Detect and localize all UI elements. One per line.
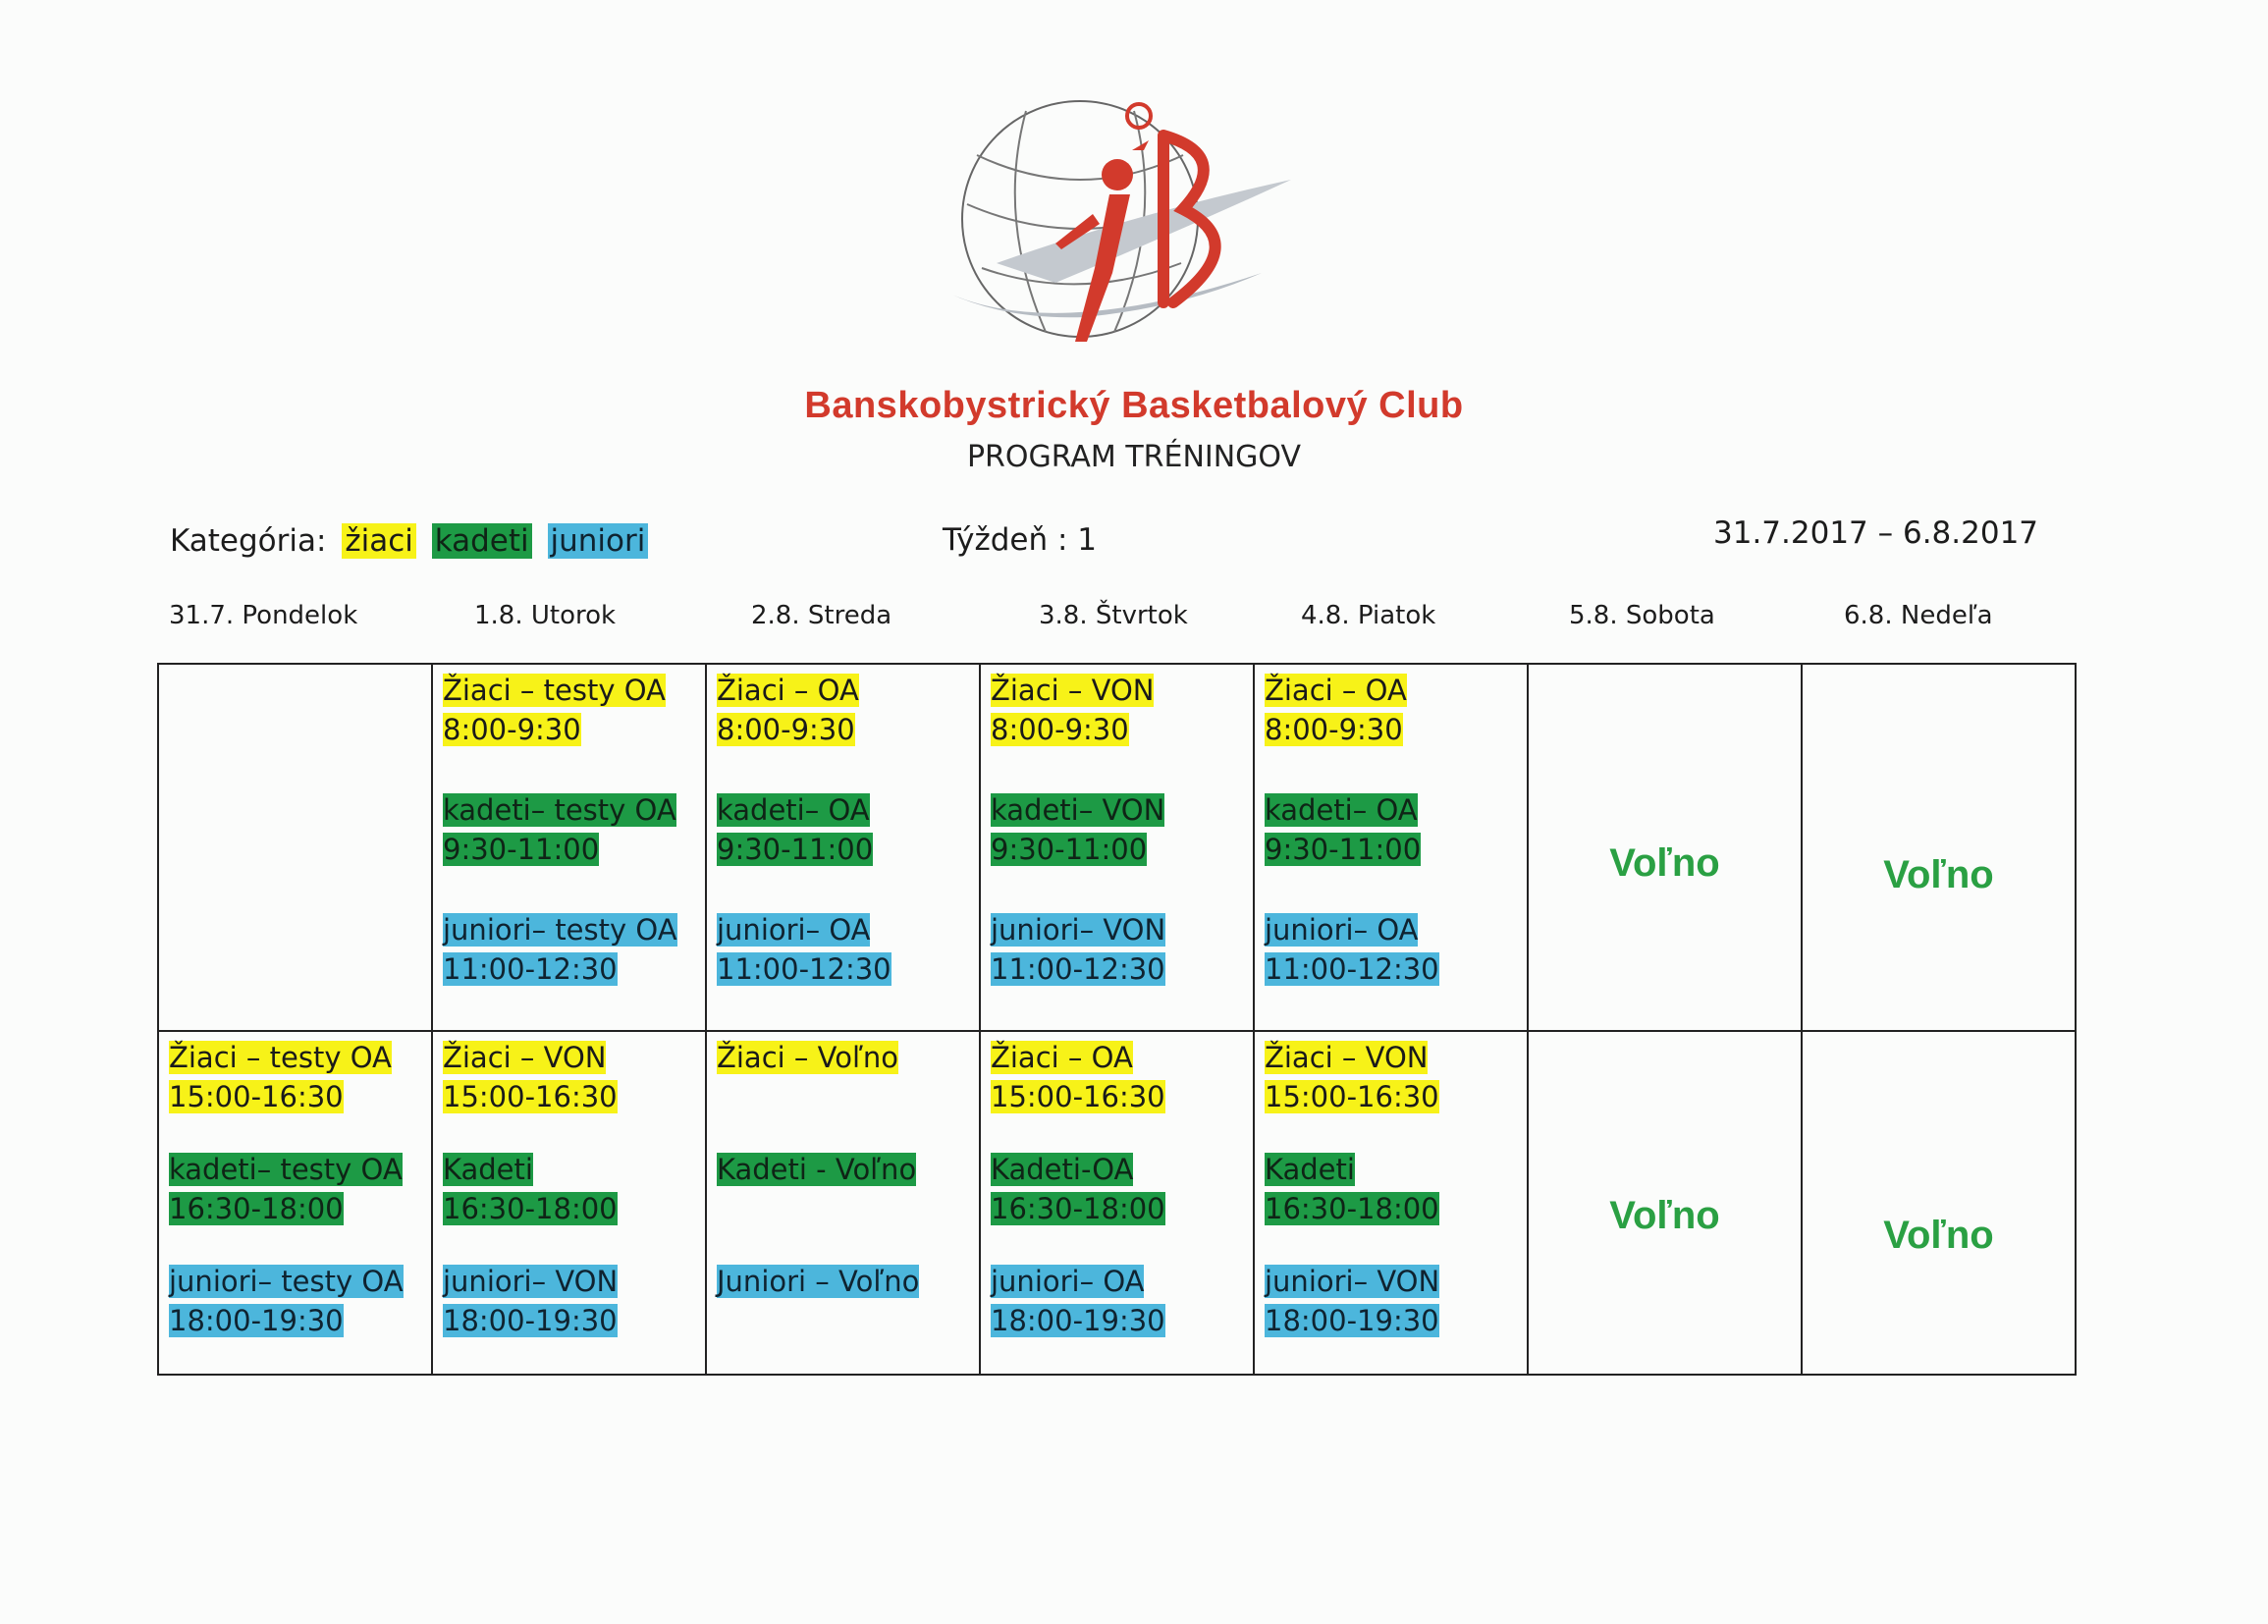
category-ziaci: žiaci bbox=[342, 523, 416, 559]
session-ziaci: Žiaci – VON bbox=[991, 674, 1155, 707]
session-time: 8:00-9:30 bbox=[991, 713, 1129, 746]
session-juniori: juniori– testy OA bbox=[169, 1265, 404, 1298]
session-time: 8:00-9:30 bbox=[443, 713, 581, 746]
day-header: 5.8. Sobota bbox=[1569, 601, 1715, 630]
session-ziaci: Žiaci – OA bbox=[1265, 674, 1407, 707]
free-label: Voľno bbox=[1609, 841, 1720, 885]
session-kadeti: kadeti– testy OA bbox=[443, 793, 676, 827]
session-juniori: juniori– VON bbox=[991, 913, 1166, 947]
day-header: 31.7. Pondelok bbox=[169, 601, 358, 630]
schedule-cell-empty bbox=[158, 664, 432, 1031]
session-time: 18:00-19:30 bbox=[991, 1304, 1165, 1337]
session-time: 15:00-16:30 bbox=[1265, 1080, 1439, 1113]
day-header: 1.8. Utorok bbox=[474, 601, 617, 630]
session-time: 9:30-11:00 bbox=[717, 833, 874, 866]
day-header: 2.8. Streda bbox=[751, 601, 892, 630]
program-title: PROGRAM TRÉNINGOV bbox=[966, 440, 1302, 474]
session-time: 18:00-19:30 bbox=[443, 1304, 618, 1337]
session-kadeti: kadeti– testy OA bbox=[169, 1153, 403, 1186]
schedule-cell bbox=[158, 1031, 432, 1375]
free-label: Voľno bbox=[1883, 853, 1994, 896]
session-ziaci: Žiaci – OA bbox=[717, 674, 859, 707]
session-ziaci: Žiaci – testy OA bbox=[169, 1041, 392, 1074]
schedule-cell-free bbox=[1802, 664, 2076, 1031]
schedule-cell bbox=[980, 664, 1254, 1031]
session-time: 18:00-19:30 bbox=[169, 1304, 344, 1337]
day-header: 6.8. Nedeľa bbox=[1844, 601, 1993, 630]
session-time: 18:00-19:30 bbox=[1265, 1304, 1439, 1337]
category-kadeti: kadeti bbox=[432, 523, 532, 559]
session-juniori: juniori– OA bbox=[717, 913, 871, 947]
session-time: 15:00-16:30 bbox=[991, 1080, 1165, 1113]
schedule-cell-free bbox=[1528, 1031, 1802, 1375]
morning-row bbox=[158, 664, 2076, 1031]
schedule-table bbox=[157, 663, 2077, 1376]
session-kadeti: Kadeti bbox=[1265, 1153, 1355, 1186]
schedule-cell bbox=[1254, 1031, 1528, 1375]
session-juniori: juniori– testy OA bbox=[443, 913, 677, 947]
session-ziaci: Žiaci – VON bbox=[1265, 1041, 1429, 1074]
session-juniori: Juniori – Voľno bbox=[717, 1265, 920, 1298]
schedule-cell bbox=[706, 664, 980, 1031]
date-range: 31.7.2017 – 6.8.2017 bbox=[1713, 515, 2039, 551]
basketball-player-logo-icon bbox=[938, 96, 1321, 352]
session-time: 9:30-11:00 bbox=[1265, 833, 1422, 866]
session-ziaci: Žiaci – VON bbox=[443, 1041, 607, 1074]
category-juniori: juniori bbox=[548, 523, 649, 559]
category-legend bbox=[170, 523, 648, 559]
session-time: 16:30-18:00 bbox=[1265, 1192, 1439, 1225]
session-time: 11:00-12:30 bbox=[717, 952, 891, 986]
session-kadeti: Kadeti-OA bbox=[991, 1153, 1134, 1186]
session-juniori: juniori– OA bbox=[991, 1265, 1145, 1298]
day-header: 3.8. Štvrtok bbox=[1039, 601, 1188, 630]
free-label: Voľno bbox=[1609, 1194, 1720, 1237]
session-juniori: juniori– VON bbox=[1265, 1265, 1440, 1298]
schedule-cell bbox=[1254, 664, 1528, 1031]
session-time: 9:30-11:00 bbox=[443, 833, 600, 866]
session-time: 9:30-11:00 bbox=[991, 833, 1148, 866]
session-time: 8:00-9:30 bbox=[1265, 713, 1403, 746]
afternoon-row bbox=[158, 1031, 2076, 1375]
session-time: 16:30-18:00 bbox=[443, 1192, 618, 1225]
session-kadeti: Kadeti - Voľno bbox=[717, 1153, 917, 1186]
session-ziaci: Žiaci – Voľno bbox=[717, 1041, 898, 1074]
day-header: 4.8. Piatok bbox=[1301, 601, 1436, 630]
free-label: Voľno bbox=[1883, 1214, 1994, 1257]
schedule-cell-free bbox=[1528, 664, 1802, 1031]
schedule-cell bbox=[980, 1031, 1254, 1375]
schedule-cell bbox=[432, 1031, 706, 1375]
club-logo bbox=[938, 96, 1321, 352]
session-juniori: juniori– VON bbox=[443, 1265, 619, 1298]
schedule-cell-free bbox=[1802, 1031, 2076, 1375]
session-kadeti: kadeti– OA bbox=[1265, 793, 1418, 827]
club-name: Banskobystrický Basketbalový Club bbox=[804, 385, 1464, 426]
schedule-cell bbox=[706, 1031, 980, 1375]
session-ziaci: Žiaci – testy OA bbox=[443, 674, 666, 707]
session-time: 16:30-18:00 bbox=[991, 1192, 1165, 1225]
session-time: 11:00-12:30 bbox=[1265, 952, 1439, 986]
session-ziaci: Žiaci – OA bbox=[991, 1041, 1133, 1074]
week-number: Týždeň : 1 bbox=[943, 522, 1097, 558]
session-time: 16:30-18:00 bbox=[169, 1192, 344, 1225]
session-kadeti: kadeti– VON bbox=[991, 793, 1165, 827]
session-juniori: juniori– OA bbox=[1265, 913, 1419, 947]
session-time: 15:00-16:30 bbox=[443, 1080, 618, 1113]
session-time: 11:00-12:30 bbox=[991, 952, 1165, 986]
session-kadeti: kadeti– OA bbox=[717, 793, 870, 827]
session-time: 8:00-9:30 bbox=[717, 713, 855, 746]
session-time: 15:00-16:30 bbox=[169, 1080, 344, 1113]
session-time: 11:00-12:30 bbox=[443, 952, 618, 986]
schedule-cell bbox=[432, 664, 706, 1031]
session-kadeti: Kadeti bbox=[443, 1153, 533, 1186]
category-label: Kategória: bbox=[170, 523, 327, 559]
